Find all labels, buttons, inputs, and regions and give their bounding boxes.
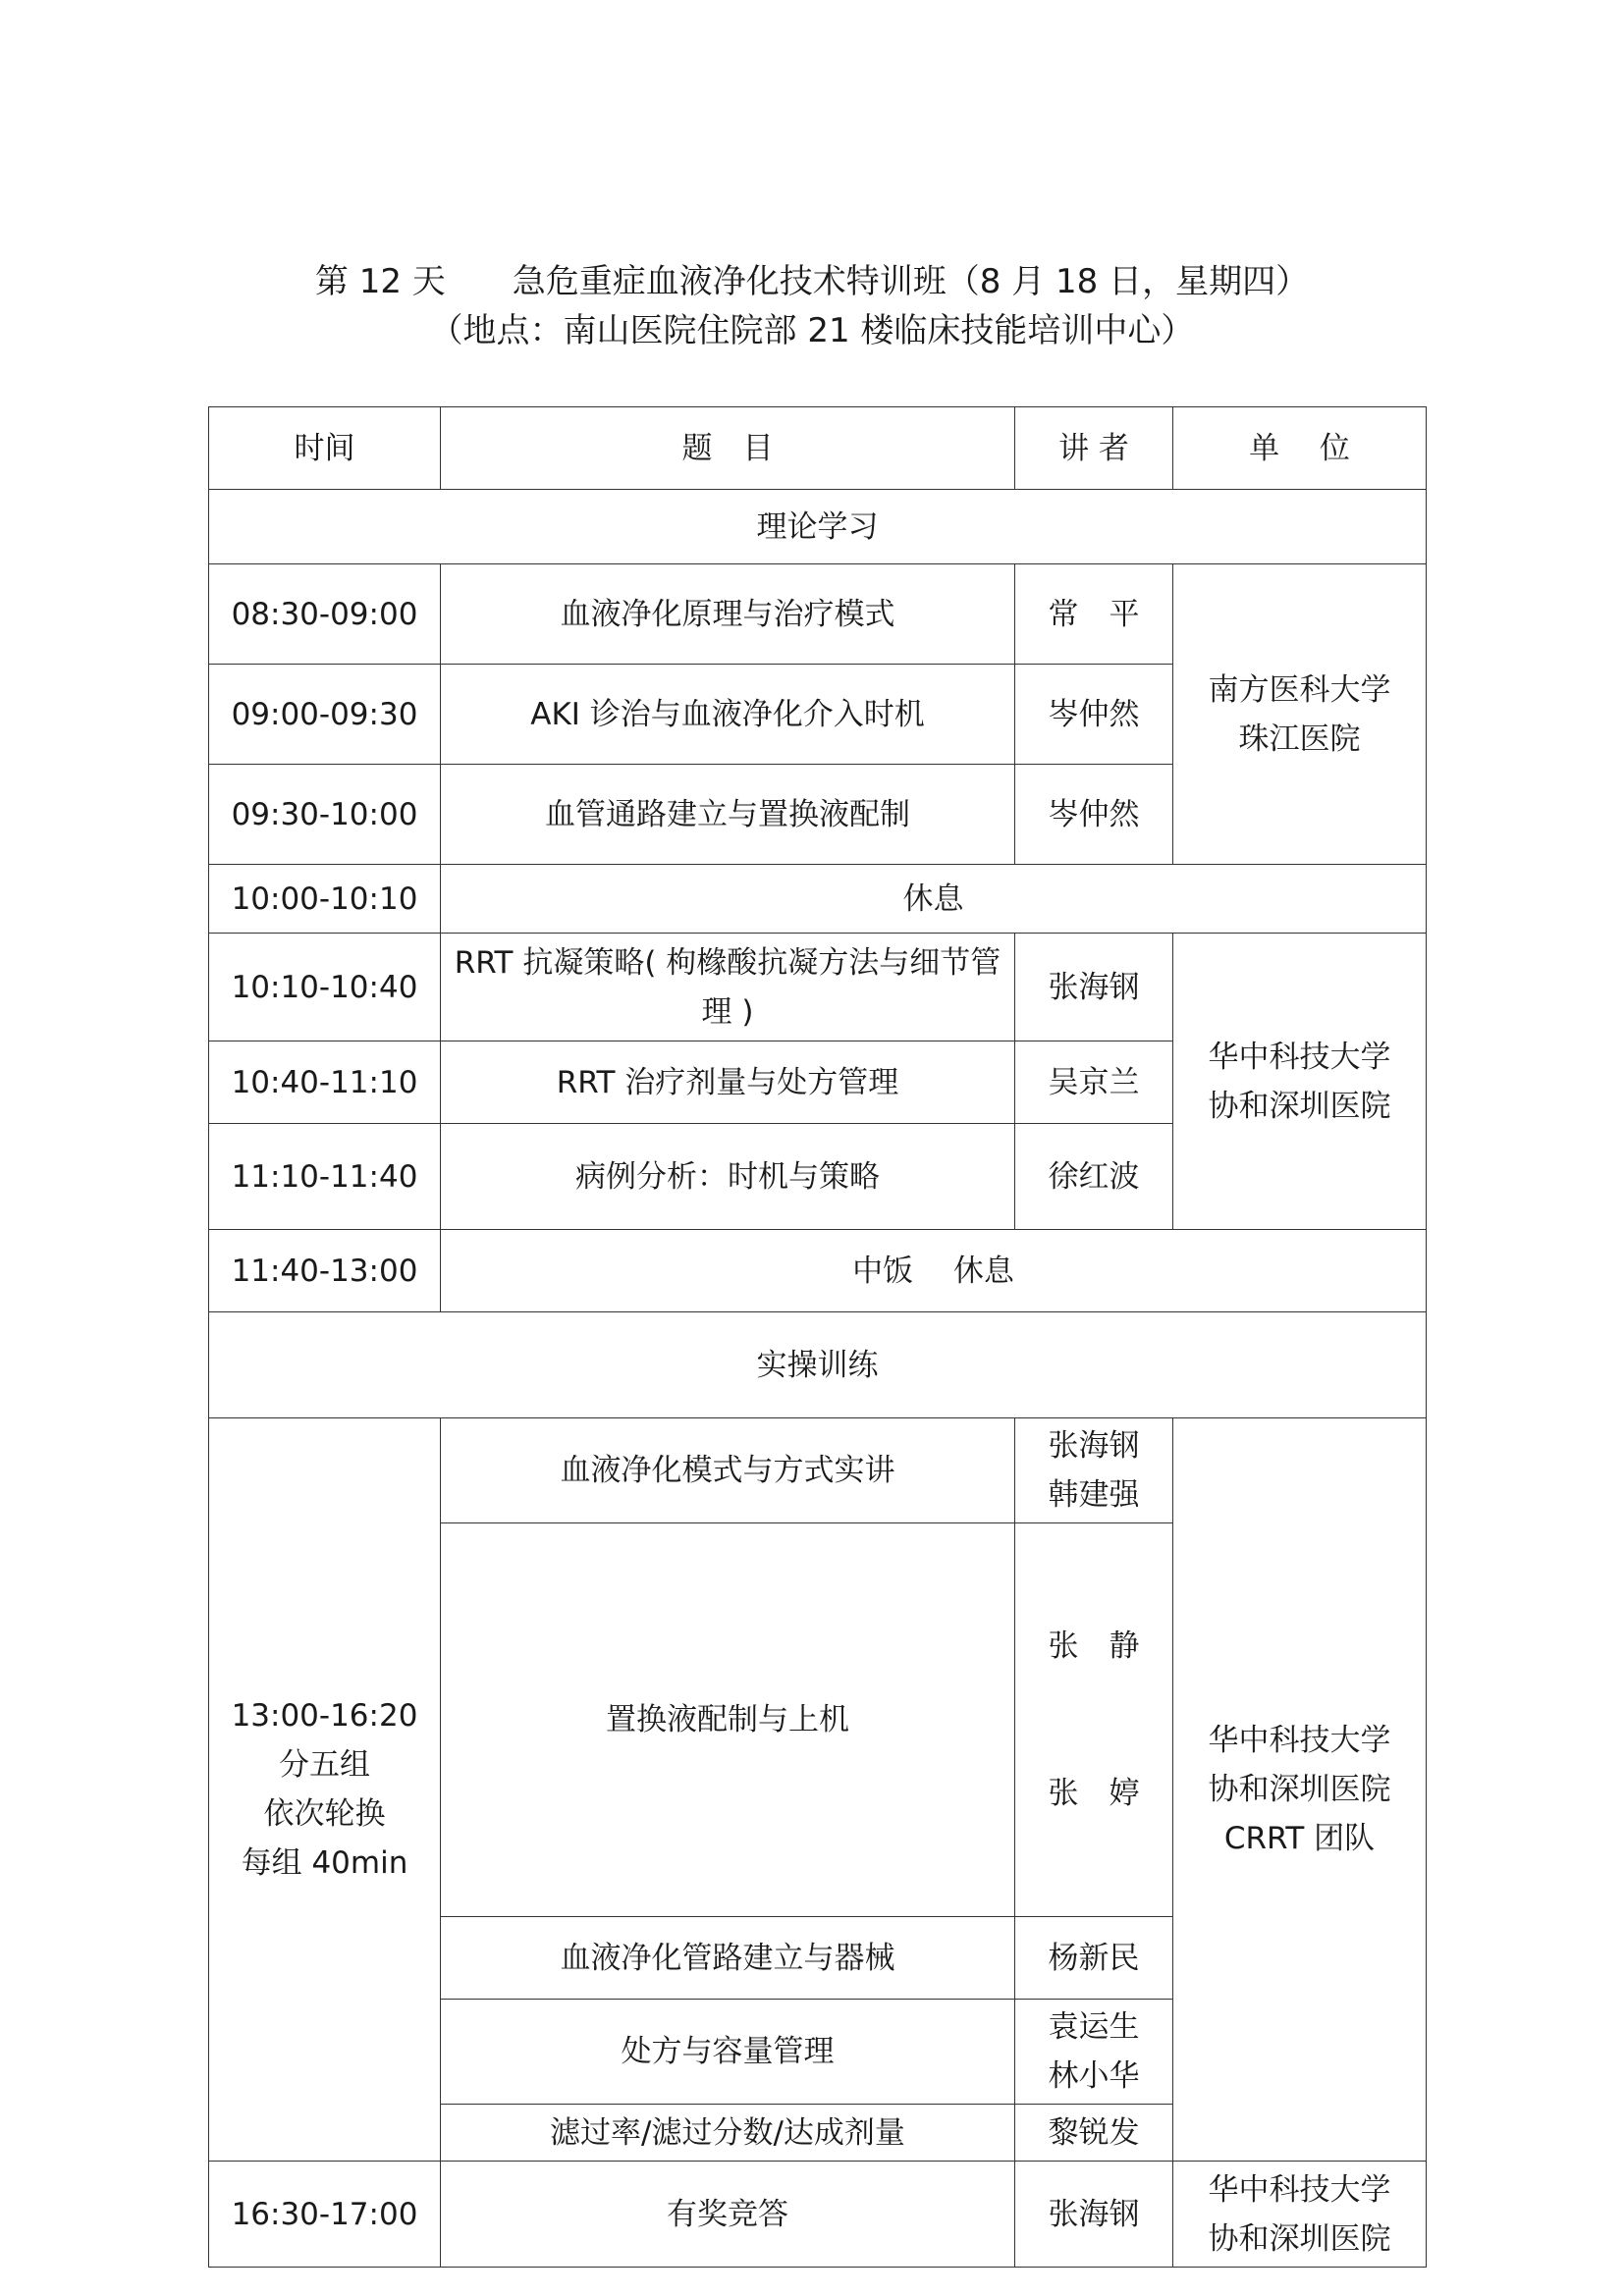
topic-cell: 血液净化管路建立与器械 xyxy=(441,1917,1015,2000)
practice-duration: 每组 40min xyxy=(241,1845,408,1881)
topic-line: 理 ) xyxy=(701,993,754,1030)
section-practice: 实操训练 xyxy=(209,1312,1427,1418)
break-label: 休息 xyxy=(441,865,1427,934)
topic-cell: 置换液配制与上机 xyxy=(441,1523,1015,1917)
unit-line: 协和深圳医院 xyxy=(1208,1088,1391,1124)
unit-line: 华中科技大学 xyxy=(1208,2171,1391,2208)
unit-cell xyxy=(1173,934,1427,1230)
speaker-cell xyxy=(1015,1418,1173,1523)
topic-line: RRT 抗凝策略( 枸橼酸抗凝方法与细节管 xyxy=(454,944,1001,981)
speaker-line: 张 婷 xyxy=(1048,1776,1140,1811)
topic-cell xyxy=(441,934,1015,1041)
speaker-cell: 徐红波 xyxy=(1015,1124,1173,1230)
table-row xyxy=(209,1418,1427,1523)
time-cell: 10:10-10:40 xyxy=(209,934,441,1041)
topic-cell: 有奖竞答 xyxy=(441,2162,1015,2268)
section-row-practice xyxy=(209,1312,1427,1418)
time-cell: 09:30-10:00 xyxy=(209,765,441,865)
speaker-cell: 黎锐发 xyxy=(1015,2105,1173,2162)
time-cell: 09:00-09:30 xyxy=(209,665,441,765)
unit-cell xyxy=(1173,564,1427,865)
header-time: 时间 xyxy=(209,407,441,490)
speaker-line: 韩建强 xyxy=(1048,1477,1140,1513)
time-cell: 10:40-11:10 xyxy=(209,1041,441,1124)
section-theory: 理论学习 xyxy=(209,490,1427,564)
unit-line: CRRT 团队 xyxy=(1223,1821,1376,1856)
unit-line: 协和深圳医院 xyxy=(1208,1772,1391,1807)
schedule-table xyxy=(208,406,1427,2268)
speaker-line: 张海钢 xyxy=(1048,1428,1140,1464)
topic-cell: 血液净化模式与方式实讲 xyxy=(441,1418,1015,1523)
topic-cell: 血管通路建立与置换液配制 xyxy=(441,765,1015,865)
speaker-cell: 岑仲然 xyxy=(1015,665,1173,765)
break-row xyxy=(209,865,1427,934)
speaker-cell: 张海钢 xyxy=(1015,934,1173,1041)
topic-cell: 病例分析：时机与策略 xyxy=(441,1124,1015,1230)
topic-cell: RRT 治疗剂量与处方管理 xyxy=(441,1041,1015,1124)
topic-cell: AKI 诊治与血液净化介入时机 xyxy=(441,665,1015,765)
speaker-cell: 吴京兰 xyxy=(1015,1041,1173,1124)
practice-groups: 分五组 xyxy=(279,1747,370,1783)
lunch-label: 中饭 休息 xyxy=(441,1230,1427,1312)
course-title xyxy=(0,257,1624,306)
table-row xyxy=(209,2162,1427,2268)
unit-cell xyxy=(1173,2162,1427,2268)
header-row xyxy=(209,407,1427,490)
course-name: 急危重症血液净化技术特训班（8 月 18 日，星期四） xyxy=(512,262,1310,301)
practice-time-cell xyxy=(209,1418,441,2162)
speaker-cell: 常 平 xyxy=(1015,564,1173,665)
section-row-theory xyxy=(209,490,1427,564)
unit-line: 南方医科大学 xyxy=(1208,671,1391,708)
time-cell: 10:00-10:10 xyxy=(209,865,441,934)
table-row xyxy=(209,934,1427,1041)
speaker-line: 袁运生 xyxy=(1048,2009,1140,2045)
table-row xyxy=(209,564,1427,665)
header-topic: 题 目 xyxy=(441,407,1015,490)
speaker-cell xyxy=(1015,2000,1173,2105)
speaker-cell: 岑仲然 xyxy=(1015,765,1173,865)
speaker-cell: 杨新民 xyxy=(1015,1917,1173,2000)
topic-cell: 血液净化原理与治疗模式 xyxy=(441,564,1015,665)
speaker-line: 张 静 xyxy=(1048,1629,1140,1664)
time-cell: 11:10-11:40 xyxy=(209,1124,441,1230)
title-block xyxy=(0,257,1624,355)
topic-cell: 滤过率/滤过分数/达成剂量 xyxy=(441,2105,1015,2162)
unit-line: 华中科技大学 xyxy=(1208,1039,1391,1075)
unit-cell xyxy=(1173,1418,1427,2162)
lunch-row xyxy=(209,1230,1427,1312)
location-line: （地点：南山医院住院部 21 楼临床技能培训中心） xyxy=(429,311,1195,350)
topic-cell: 处方与容量管理 xyxy=(441,2000,1015,2105)
unit-line: 华中科技大学 xyxy=(1208,1723,1391,1758)
unit-line: 珠江医院 xyxy=(1238,721,1361,757)
practice-rotation: 依次轮换 xyxy=(263,1796,386,1832)
practice-time: 13:00-16:20 xyxy=(231,1698,418,1734)
speaker-line: 林小华 xyxy=(1048,2058,1140,2094)
speaker-cell: 张海钢 xyxy=(1015,2162,1173,2268)
speaker-cell xyxy=(1015,1523,1173,1917)
day-label: 第 12 天 xyxy=(314,262,446,301)
header-speaker: 讲 者 xyxy=(1015,407,1173,490)
unit-line: 协和深圳医院 xyxy=(1208,2220,1391,2257)
time-cell: 16:30-17:00 xyxy=(209,2162,441,2268)
time-cell: 08:30-09:00 xyxy=(209,564,441,665)
time-cell: 11:40-13:00 xyxy=(209,1230,441,1312)
header-unit: 单 位 xyxy=(1173,407,1427,490)
